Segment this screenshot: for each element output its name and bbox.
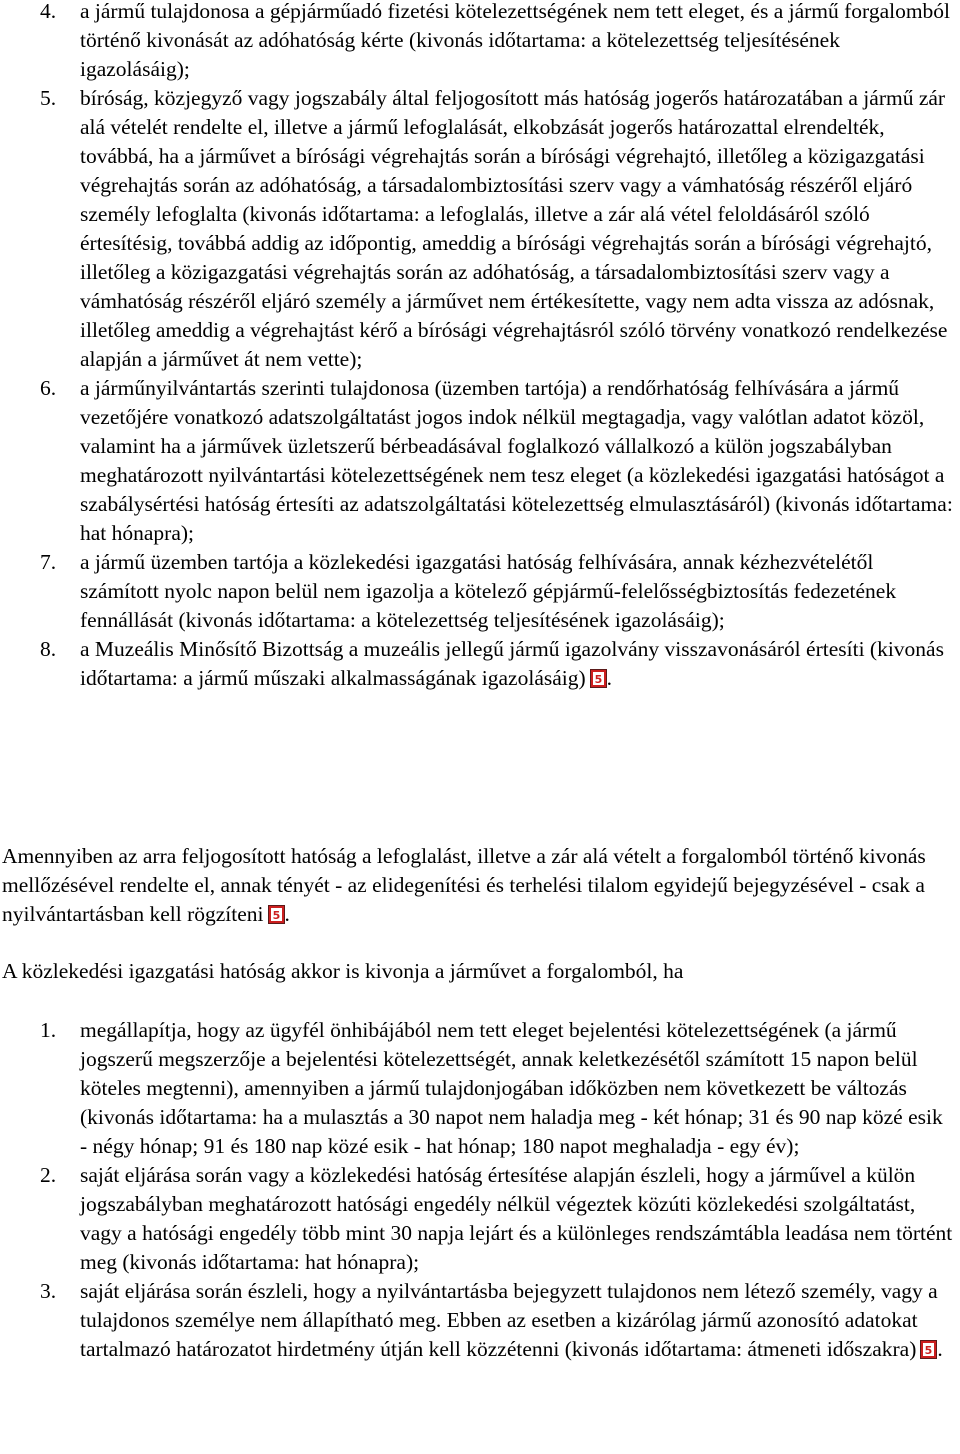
paragraph-intro	[0, 957, 960, 986]
item-number: 2.	[40, 1163, 57, 1187]
revocation-list-b	[0, 1016, 960, 1364]
item-text: a járműnyilvántartás szerinti tulajdonosa (üzemben tartója) a rendőrhatóság felhívására a jármű vezetőjére vonatkozó adatszolgáltatást jogos indok nélkül megtagadja, vagy valótlan adatot közöl, valamint ha a járművek üzletszerű bérbeadásával foglalkozó vállalkozó a külön jogszabályban meghatározott nyilvántartási kötelezettségének nem tesz eleget (a közlekedési igazgatási hatóságot a szabálysértési hatóság értesíti az adatszolgáltatási kötelezettség elmulasztásáról) (kivonás időtartama: hat hónapra);	[80, 376, 953, 545]
item-number: 6.	[40, 376, 57, 400]
list-item	[0, 0, 960, 84]
legal-reference-icon[interactable]	[268, 903, 285, 922]
legal-reference-icon[interactable]	[920, 1338, 937, 1357]
item-number: 5.	[40, 86, 57, 110]
list-item	[0, 1016, 960, 1161]
item-text: a Muzeális Minősítő Bizottság a muzeális jellegű jármű igazolvány visszavonásáról értesíti (kivonás időtartama: a jármű műszaki alkalmasságának igazolásáig)	[80, 637, 944, 690]
item-number: 1.	[40, 1018, 57, 1042]
revocation-list-a	[0, 0, 960, 693]
item-text: a jármű üzemben tartója a közlekedési igazgatási hatóság felhívására, annak kézhezvételétől számított nyolc napon belül nem igazolja a kötelező gépjármű-felelősségbiztosítás fedezetének fennállását (kivonás időtartama: a kötelezettség teljesítésének igazolásáig);	[80, 550, 897, 632]
svg-text:5: 5	[925, 1344, 933, 1357]
legal-reference-icon[interactable]	[590, 667, 607, 686]
item-text: saját eljárása során észleli, hogy a nyilvántartásba bejegyzett tulajdonos nem létező személy, vagy a tulajdonos személye nem állapítható meg. Ebben az esetben a kizárólag jármű azonosító adatokat tartalmazó határozatot hirdetmény útján kell közzétenni (kivonás időtartama: átmeneti időszakra)	[80, 1279, 938, 1361]
svg-text:5: 5	[594, 673, 602, 686]
list-item	[0, 548, 960, 635]
item-number: 8.	[40, 637, 57, 661]
paragraph-text: Amennyiben az arra feljogosított hatóság a lefoglalást, illetve a zár alá vételt a forgalomból történő kivonás mellőzésével rendelte el, annak tényét - az elidegenítési és terhelési tilalom egyidejű bejegyzésével - csak a nyilvántartásban kell rögzíteni	[2, 844, 926, 926]
list-item	[0, 635, 960, 693]
item-text: bíróság, közjegyző vagy jogszabály által feljogosított más hatóság jogerős határozatában a jármű zár alá vételét rendelte el, illetve a jármű lefoglalását, elkobzását jogerős határozattal elrendelték, továbbá, ha a járművet a bírósági végrehajtás során a bírósági végrehajtó, illetőleg a közigazgatási végrehajtás során az adóhatóság, a társadalombiztosítási szerv vagy a vámhatóság részéről eljáró személy lefoglalta (kivonás időtartama: a lefoglalás, illetve a zár alá vétel feloldásáról szóló értesítésig, továbbá addig az időpontig, ameddig a bírósági végrehajtás során a bírósági végrehajtó, illetőleg a közigazgatási végrehajtás során az adóhatóság, a társadalombiztosítási szerv vagy a vámhatóság részéről eljáró személy a járművet nem értékesítette, vagy nem adta vissza az adósnak, illetőleg ameddig a végrehajtást kérő a bírósági végrehajtásról szóló törvény vonatkozó rendelkezése alapján a járművet át nem vette);	[80, 86, 948, 371]
item-tail: .	[606, 666, 613, 690]
paragraph-text: A közlekedési igazgatási hatóság akkor is kivonja a járművet a forgalomból, ha	[2, 959, 684, 983]
svg-text:5: 5	[272, 909, 280, 922]
item-text: saját eljárása során vagy a közlekedési hatóság értesítése alapján észleli, hogy a járművel a külön jogszabályban meghatározott hatósági engedély nélkül végeztek közúti közlekedési szolgáltatást, vagy a hatósági engedély több mint 30 napja lejárt és a különleges rendszámtábla leadása nem történt meg (kivonás időtartama: hat hónapra);	[80, 1163, 953, 1274]
list-item	[0, 84, 960, 374]
paragraph-seizure	[0, 842, 960, 929]
list-item	[0, 1161, 960, 1277]
item-number: 7.	[40, 550, 57, 574]
item-text: a jármű tulajdonosa a gépjárműadó fizetési kötelezettségének nem tett eleget, és a jármű forgalomból történő kivonását az adóhatóság kérte (kivonás időtartama: a kötelezettség teljesítésének igazolásáig);	[80, 0, 951, 81]
item-tail: .	[937, 1337, 943, 1361]
list-item	[0, 1277, 960, 1364]
list-item	[0, 374, 960, 548]
item-number: 4.	[40, 0, 57, 23]
item-number: 3.	[40, 1279, 57, 1303]
item-text: megállapítja, hogy az ügyfél önhibájából nem tett eleget bejelentési kötelezettségének (a jármű jogszerű megszerzője a bejelentési kötelezettségét, annak keletkezésétől számított 15 napon belül köteles megtenni), amennyiben a jármű tulajdonjogában időközben nem következett be változás (kivonás időtartama: ha a mulasztás a 30 napot nem haladja meg - két hónap; 31 és 90 nap közé esik - négy hónap; 91 és 180 nap közé esik - hat hónap; 180 napot meghaladja - egy év);	[80, 1018, 943, 1158]
paragraph-tail: .	[284, 902, 290, 926]
